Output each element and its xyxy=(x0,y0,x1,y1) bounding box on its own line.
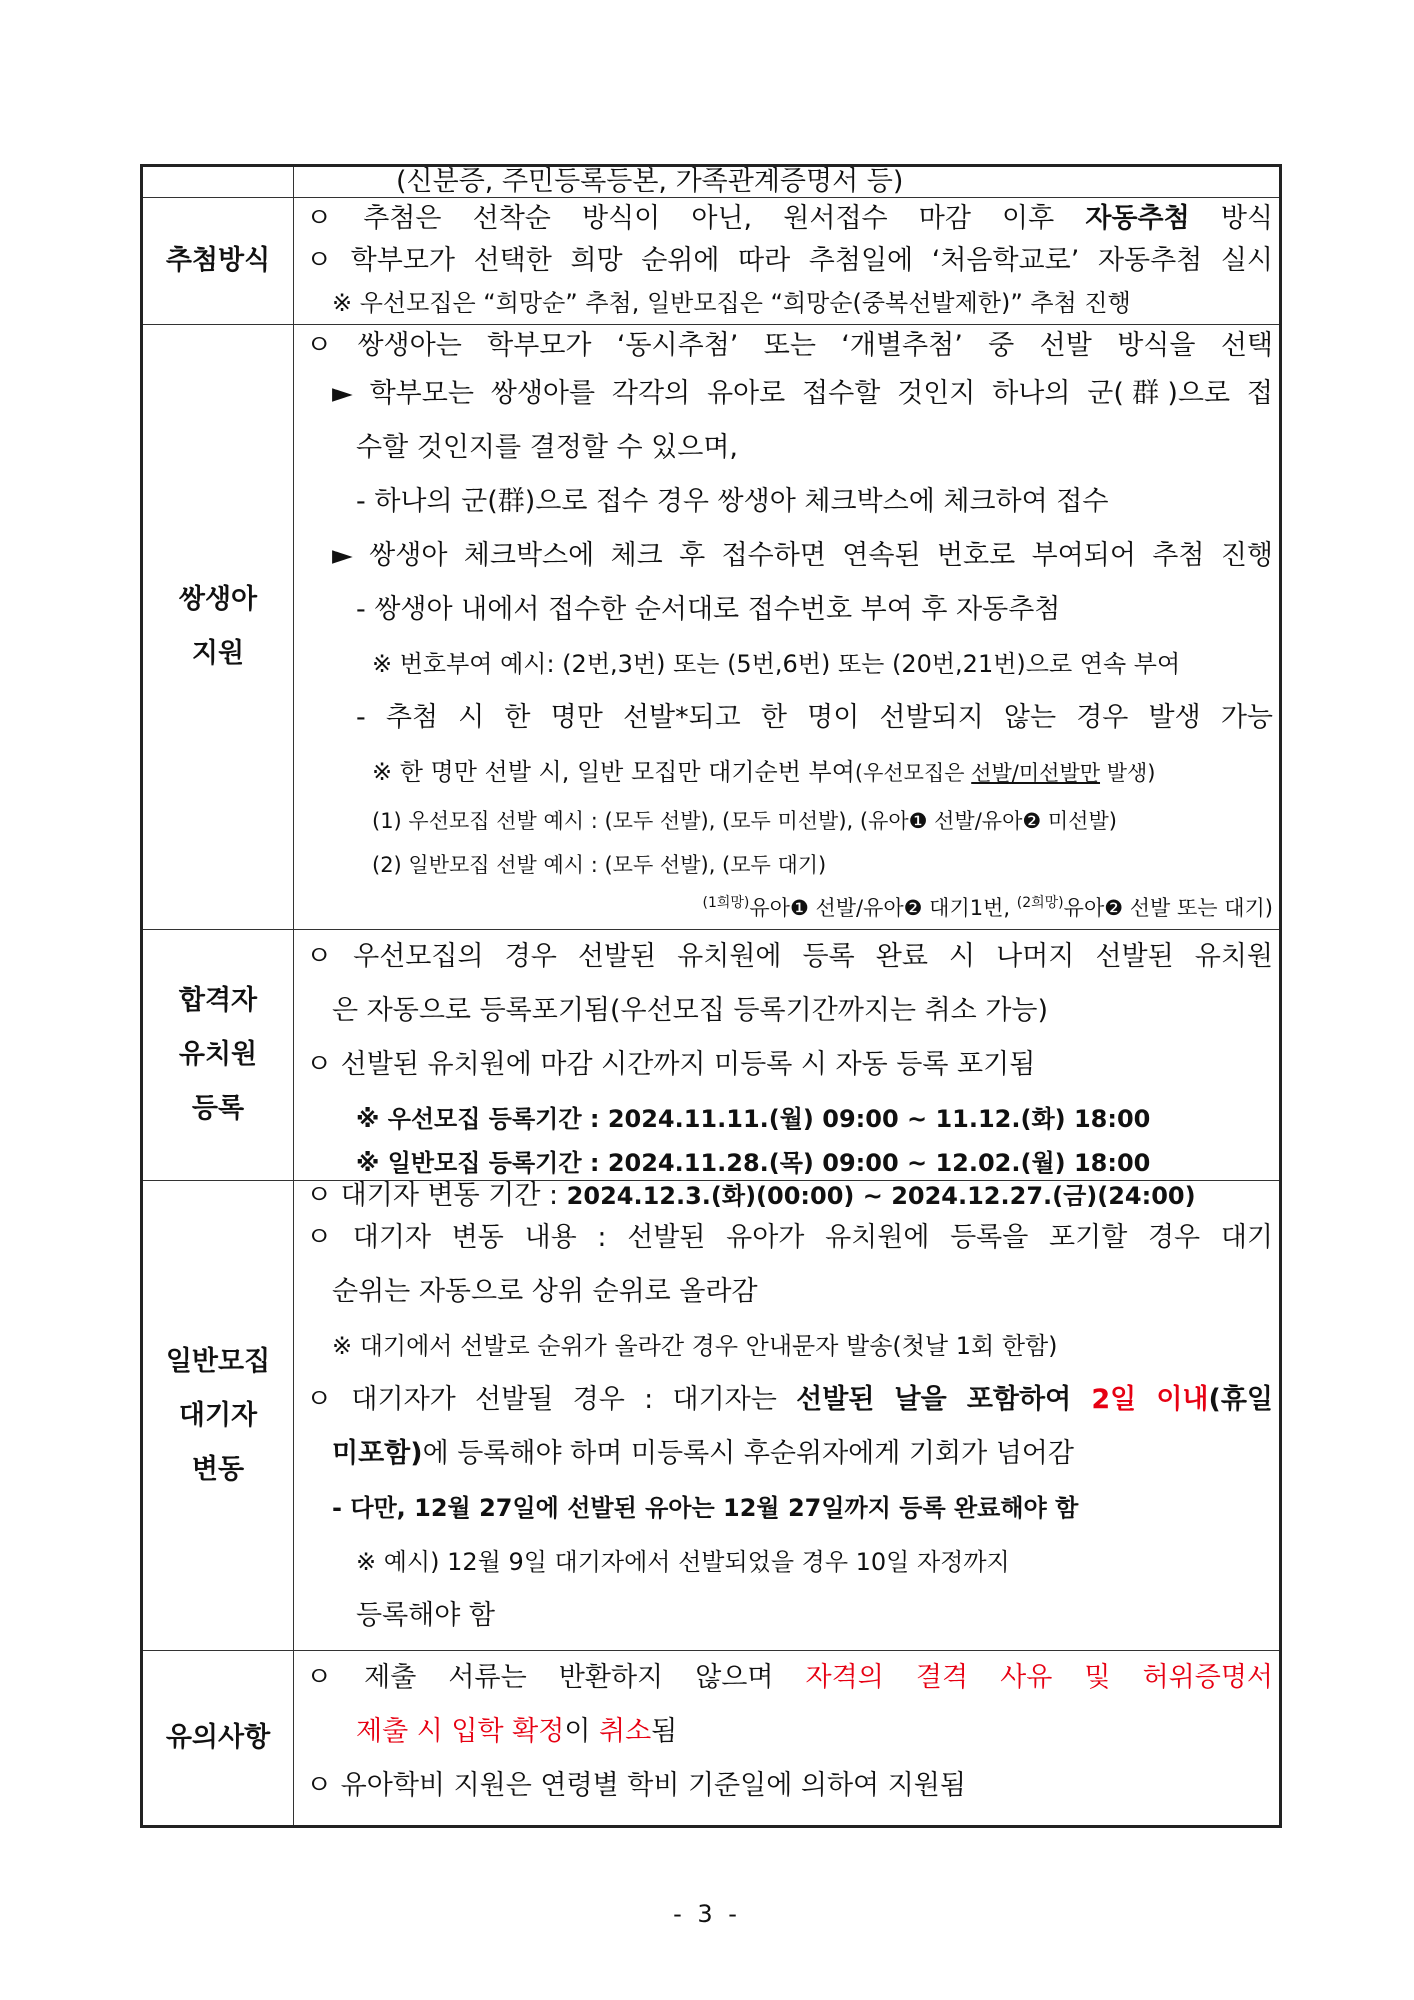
general-period-line: ※ 일반모집 등록기간 : 2024.11.28.(목) 09:00 ~ 12.02.(월) 18:00 xyxy=(356,1149,1151,1177)
note-line: ※ 대기에서 선발로 순위가 올라간 경우 안내문자 발송(첫날 1회 한함) xyxy=(332,1332,1058,1360)
heading-twins-support: 쌍생아 지원 xyxy=(178,584,258,669)
dash-line: - 하나의 군(群)으로 접수 경우 쌍생아 체크박스에 체크하여 접수 xyxy=(356,486,1109,517)
row-content xyxy=(294,325,1281,930)
row-content xyxy=(294,198,1281,325)
heading-lottery-method: 추첨방식 xyxy=(165,245,271,276)
row-content xyxy=(294,166,1281,198)
arrow-line: ► 학부모는 쌍생아를 각각의 유아로 접수할 것인지 하나의 군(群)으로 접 xyxy=(332,378,1273,409)
table-row xyxy=(142,166,1281,198)
table-row xyxy=(142,325,1281,930)
document-list-line: (신분증, 주민등록등본, 가족관계증명서 등) xyxy=(396,167,904,197)
dash-line: - 쌍생아 내에서 접수한 순서대로 접수번호 부여 후 자동추첨 xyxy=(356,594,1061,625)
bullet-line: ㅇ 대기자 변동 내용 : 선발된 유아가 유치원에 등록을 포기할 경우 대기 xyxy=(306,1222,1273,1253)
table-row xyxy=(142,1651,1281,1827)
row-heading xyxy=(142,930,294,1181)
row-heading xyxy=(142,1181,294,1651)
bullet-line: ㅇ 대기자가 선발될 경우 : 대기자는 선발된 날을 포함하여 2일 이내(휴일 xyxy=(306,1384,1273,1415)
bullet-line: ㅇ 쌍생아는 학부모가 ‘동시추첨’ 또는 ‘개별추첨’ 중 선발 방식을 선택 xyxy=(306,330,1273,361)
row-heading xyxy=(142,325,294,930)
bullet-line: ㅇ 추첨은 선착순 방식이 아닌, 원서접수 마감 이후 자동추첨 방식 xyxy=(306,203,1273,234)
table-row xyxy=(142,198,1281,325)
bullet-line: ㅇ 대기자 변동 기간 : 2024.12.3.(화)(00:00) ~ 2024.12.27.(금)(24:00) xyxy=(306,1181,1196,1211)
row-content xyxy=(294,930,1281,1181)
example-line: (1) 우선모집 선발 예시 : (모두 선발), (모두 미선발), (유아❶ 선발/유아❷ 미선발) xyxy=(372,809,1117,833)
example-line: $^{(1희망)}$유아❶ 선발/유아❷ 대기1번, $^{(2희망)}$유아❷ 선발 또는 대기) xyxy=(702,895,1273,920)
table-row xyxy=(142,930,1281,1181)
text-line: 은 자동으로 등록포기됨(우선모집 등록기간까지는 취소 가능) xyxy=(332,995,1049,1026)
note-line: ※ 예시) 12월 9일 대기자에서 선발되었을 경우 10일 자정까지 xyxy=(356,1548,1010,1576)
heading-registration: 합격자 유치원 등록 xyxy=(178,985,258,1124)
bullet-line: ㅇ 선발된 유치원에 마감 시간까지 미등록 시 자동 등록 포기됨 xyxy=(306,1049,1036,1080)
table-row xyxy=(142,1181,1281,1651)
dash-line: - 다만, 12월 27일에 선발된 유아는 12월 27일까지 등록 완료해야 함 xyxy=(332,1494,1079,1522)
row-heading-empty xyxy=(142,166,294,198)
heading-notes: 유의사항 xyxy=(165,1722,271,1753)
row-heading xyxy=(142,1651,294,1827)
text-line: 등록해야 함 xyxy=(356,1600,495,1631)
arrow-line: ► 쌍생아 체크박스에 체크 후 접수하면 연속된 번호로 부여되어 추첨 진행 xyxy=(332,540,1273,571)
note-line: ※ 번호부여 예시: (2번,3번) 또는 (5번,6번) 또는 (20번,21번)으로 연속 부여 xyxy=(372,650,1181,678)
row-content xyxy=(294,1651,1281,1827)
bullet-line: ㅇ 우선모집의 경우 선발된 유치원에 등록 완료 시 나머지 선발된 유치원 xyxy=(306,941,1273,972)
page-number: - 3 - xyxy=(673,1900,741,1928)
priority-period-line: ※ 우선모집 등록기간 : 2024.11.11.(월) 09:00 ~ 11.12.(화) 18:00 xyxy=(356,1105,1151,1133)
info-table xyxy=(140,164,1282,1828)
note-line: ※ 우선모집은 “희망순” 추첨, 일반모집은 “희망순(중복선발제한)” 추첨 진행 xyxy=(332,289,1131,317)
text-line: 수할 것인지를 결정할 수 있으며, xyxy=(356,432,738,463)
bullet-line: ㅇ 유아학비 지원은 연령별 학비 기준일에 의하여 지원됨 xyxy=(306,1770,966,1801)
heading-waitlist: 일반모집 대기자 변동 xyxy=(165,1345,271,1485)
bullet-line: ㅇ 제출 서류는 반환하지 않으며 자격의 결격 사유 및 허위증명서 xyxy=(306,1662,1273,1693)
text-line: 미포함)에 등록해야 하며 미등록시 후순위자에게 기회가 넘어감 xyxy=(332,1438,1074,1469)
text-line: 순위는 자동으로 상위 순위로 올라감 xyxy=(332,1276,758,1307)
dash-line: - 추첨 시 한 명만 선발*되고 한 명이 선발되지 않는 경우 발생 가능 xyxy=(356,702,1273,733)
example-line: (2) 일반모집 선발 예시 : (모두 선발), (모두 대기) xyxy=(372,853,827,877)
note-line: ※ 한 명만 선발 시, 일반 모집만 대기순번 부여(우선모집은 선발/미선발만 발생) xyxy=(372,758,1156,786)
text-line: 제출 시 입학 확정이 취소됨 xyxy=(356,1716,678,1747)
bullet-line: ㅇ 학부모가 선택한 희망 순위에 따라 추첨일에 ‘처음학교로’ 자동추첨 실시 xyxy=(306,245,1273,276)
row-heading xyxy=(142,198,294,325)
row-content xyxy=(294,1181,1281,1651)
